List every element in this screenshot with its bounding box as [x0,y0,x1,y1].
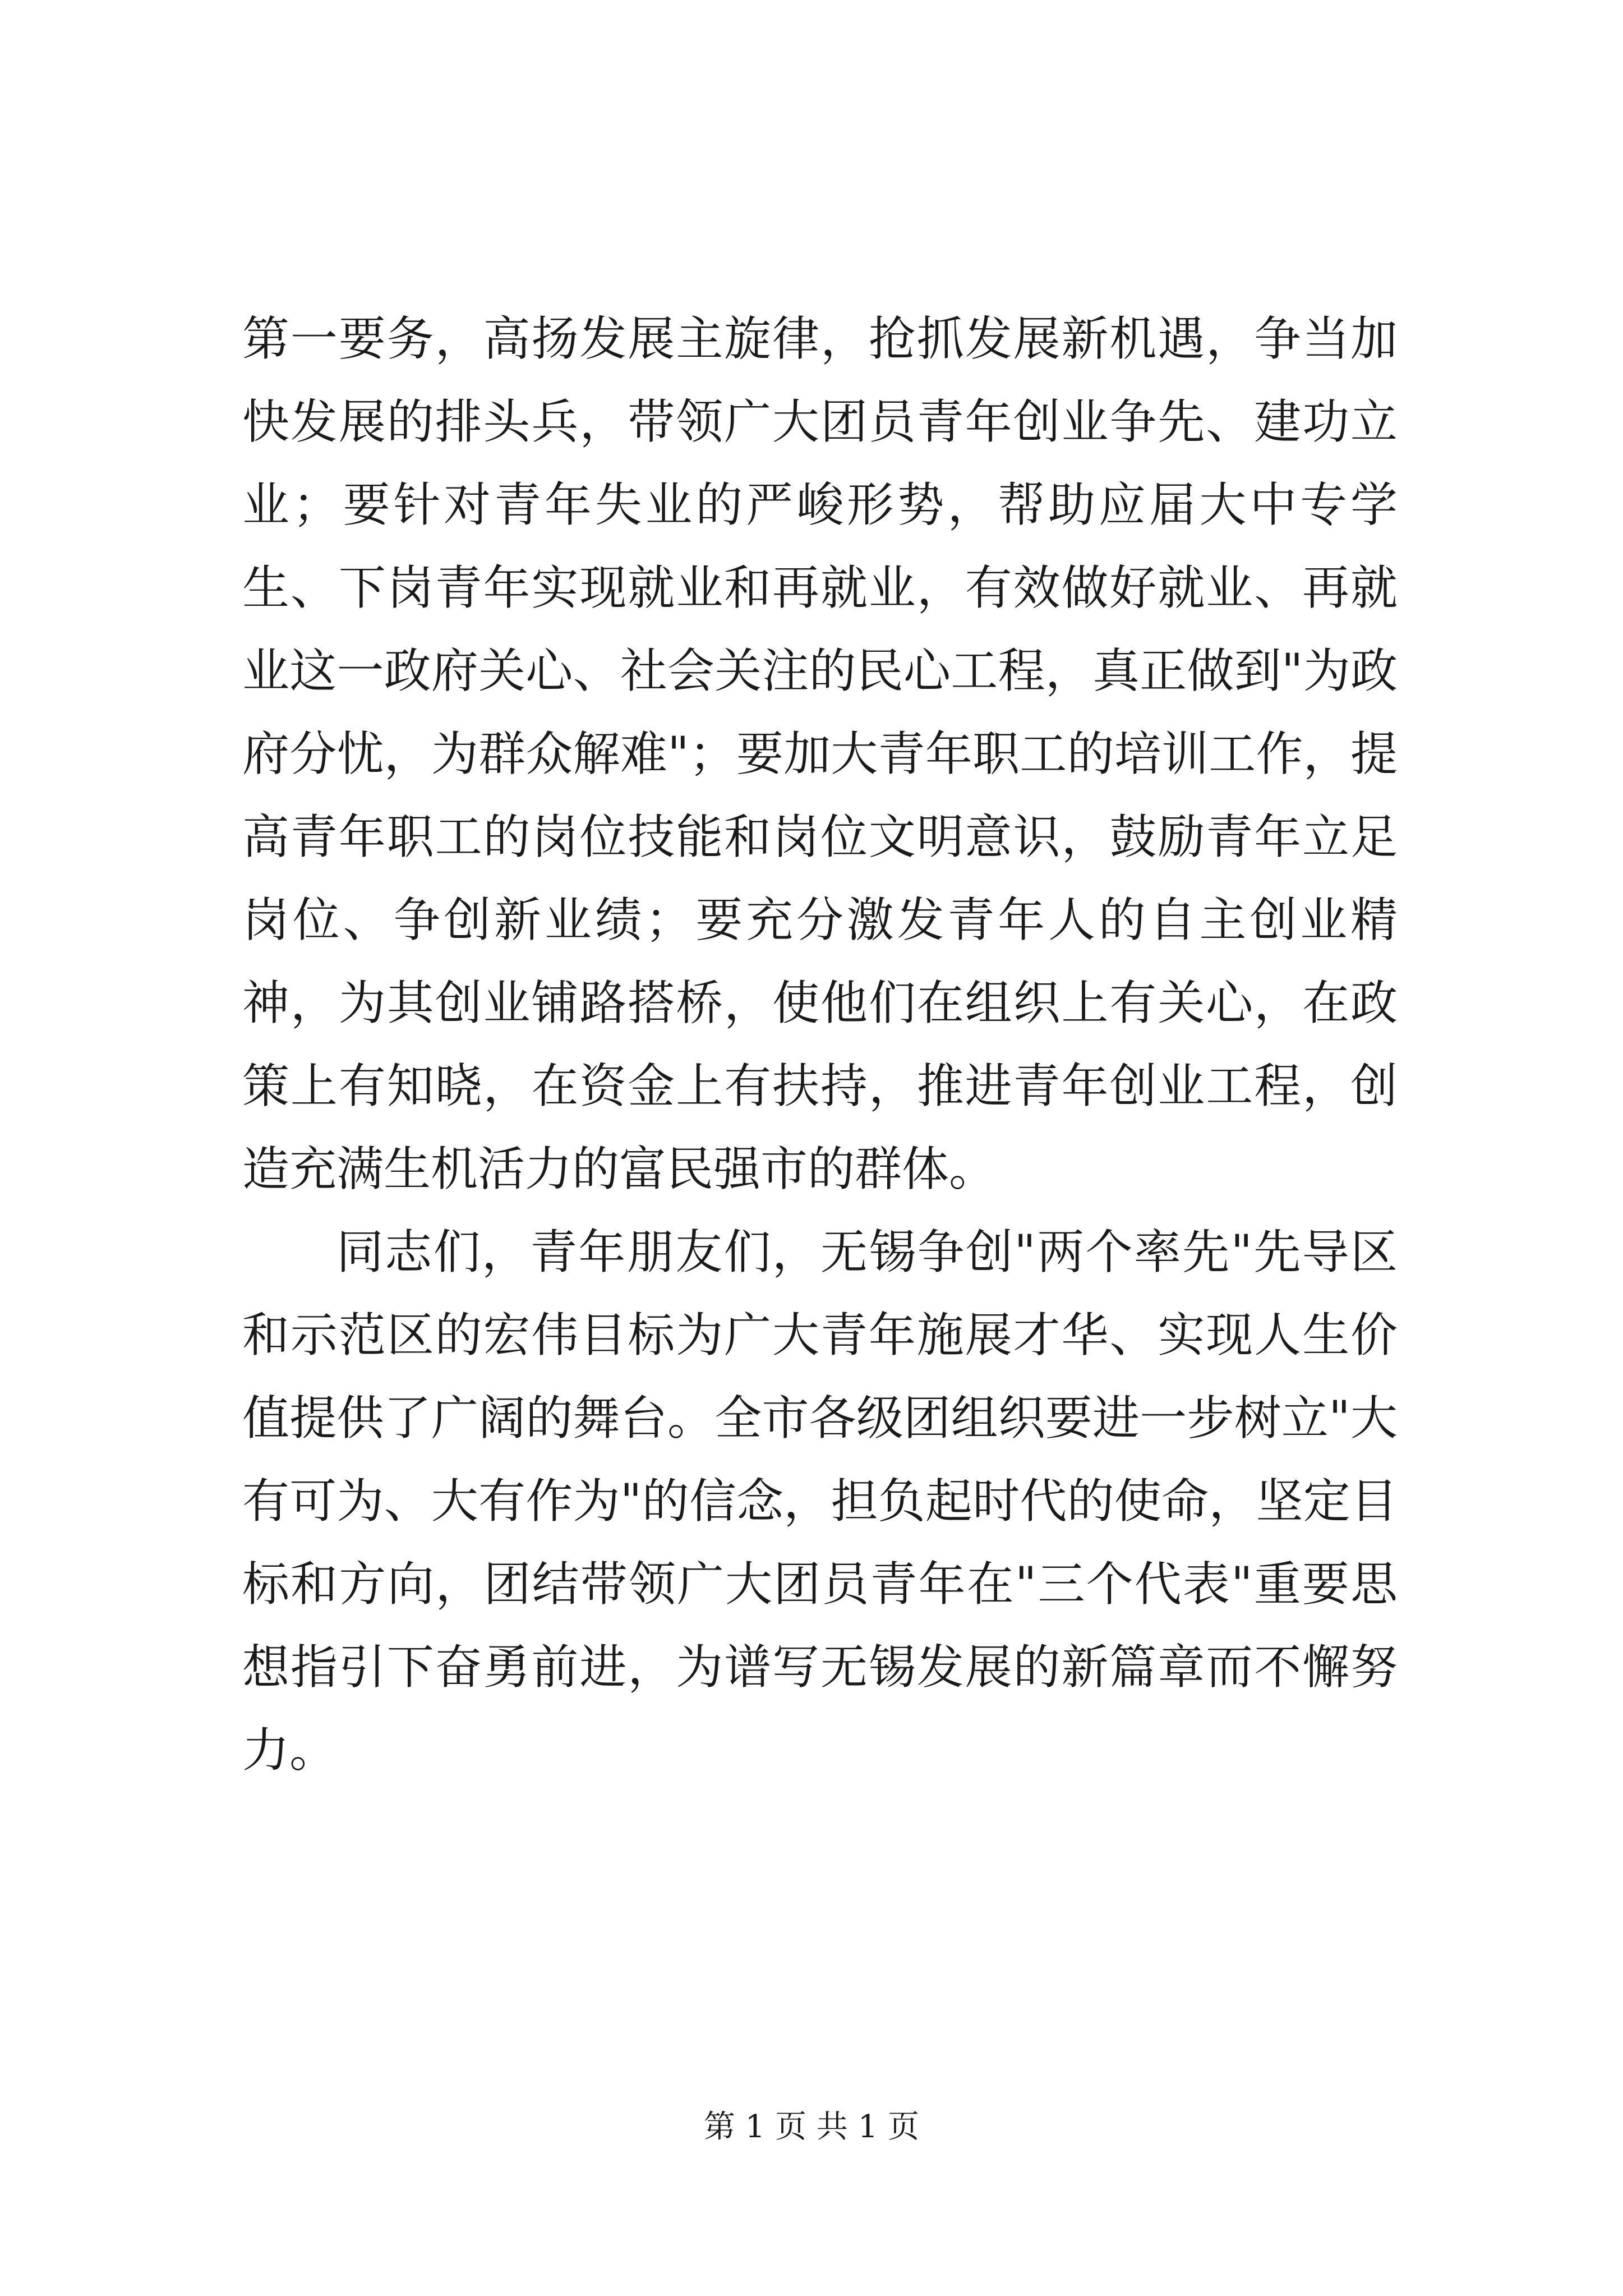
page-footer [0,2107,1623,2147]
document-body [242,297,1398,1792]
paragraph-closing: 同志们，青年朋友们，无锡争创"两个率先"先导区和示范区的宏伟目标为广大青年施展才华、实现人生价值提供了广阔的舞台。全市各级团组织要进一步树立"大有可为、大有作为"的信念，担负起时代的使命，坚定目标和方向，团结带领广大团员青年在"三个代表"重要思想指引下奋勇前进，为谱写无锡发展的新篇章而不懈努力。 [242,1225,1398,1778]
paragraph-continued: 第一要务，高扬发展主旋律，抢抓发展新机遇，争当加快发展的排头兵，带领广大团员青年创业争先、建功立业；要针对青年失业的严峻形势，帮助应届大中专学生、下岗青年实现就业和再就业，有效做好就业、再就业这一政府关心、社会关注的民心工程，真正做到"为政府分忧，为群众解难"；要加大青年职工的培训工作，提高青年职工的岗位技能和岗位文明意识，鼓励青年立足岗位、争创新业绩；要充分激发青年人的自主创业精神，为其创业铺路搭桥，使他们在组织上有关心，在政策上有知晓，在资金上有扶持，推进青年创业工程，创造充满生机活力的富民强市的群体。 [242,311,1398,1197]
page-number-label: 第 1 页 共 1 页 [703,2109,920,2145]
